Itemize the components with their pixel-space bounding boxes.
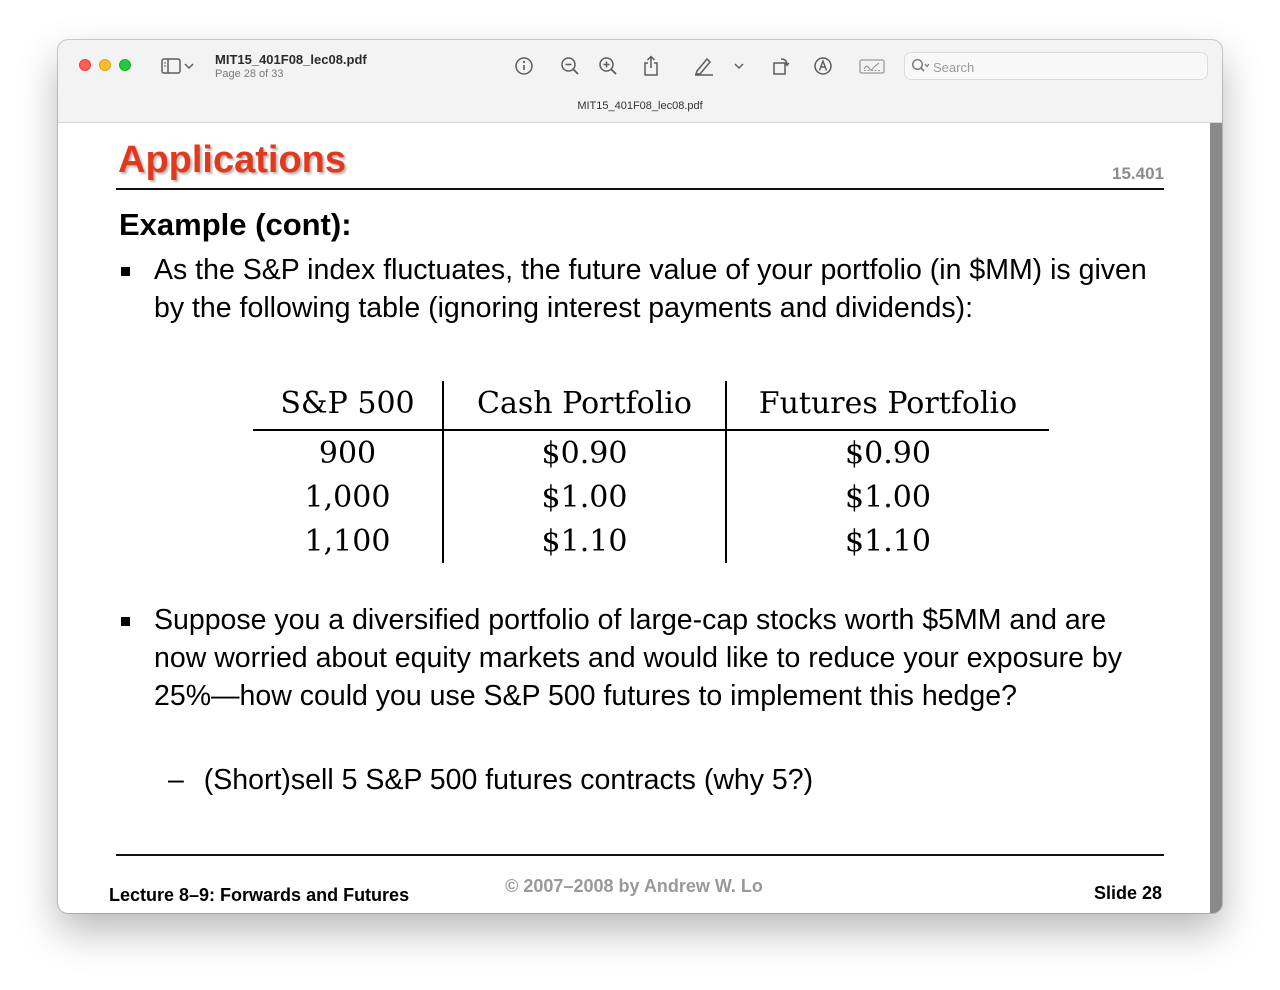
preview-window bbox=[58, 40, 1222, 913]
chevron-down-icon[interactable] bbox=[182, 54, 196, 78]
table-cell: $0.90 bbox=[845, 435, 931, 471]
bullet-marker bbox=[121, 617, 130, 626]
zoom-out-icon[interactable] bbox=[558, 54, 582, 78]
sub-bullet bbox=[168, 764, 813, 797]
table-row bbox=[253, 430, 1049, 475]
table-header-cell: Cash Portfolio bbox=[443, 381, 726, 430]
footer-rule bbox=[116, 854, 1164, 856]
footer-lecture: Lecture 8–9: Forwards and Futures bbox=[109, 885, 410, 905]
pdf-page bbox=[58, 123, 1210, 913]
table-cell: 1,000 bbox=[253, 475, 443, 519]
table-cell: $1.00 bbox=[443, 475, 726, 519]
document-title: MIT15_401F08_lec08.pdf bbox=[215, 52, 367, 67]
chevron-down-icon[interactable] bbox=[732, 54, 746, 78]
header-rule bbox=[116, 188, 1164, 190]
portfolio-table bbox=[253, 381, 1049, 563]
table-cell: $0.90 bbox=[443, 430, 726, 475]
highlight-icon[interactable] bbox=[692, 54, 716, 78]
table-cell: $1.00 bbox=[845, 479, 931, 515]
table-cell: $1.10 bbox=[845, 523, 931, 559]
bullet-marker bbox=[121, 267, 130, 276]
sub-bullet-text: (Short)sell 5 S&P 500 futures contracts (why 5?) bbox=[203, 764, 814, 796]
title-bar bbox=[58, 40, 1222, 123]
scrollbar[interactable] bbox=[1210, 123, 1222, 913]
markup-icon[interactable] bbox=[811, 54, 835, 78]
rotate-icon[interactable] bbox=[769, 54, 793, 78]
table-cell: $1.10 bbox=[443, 519, 726, 563]
table-row bbox=[253, 475, 1049, 519]
search-placeholder: Search bbox=[933, 60, 975, 75]
bullet-text-1: As the S&P index fluctuates, the future value of your portfolio (in $MM) is given by the following table (ignoring interest payments and dividends): bbox=[154, 254, 1147, 324]
zoom-button[interactable] bbox=[119, 59, 131, 71]
table-header-cell: Futures Portfolio bbox=[726, 381, 1049, 430]
page-indicator: Page 28 of 33 bbox=[215, 68, 284, 80]
sidebar-icon[interactable] bbox=[159, 54, 183, 78]
info-icon[interactable] bbox=[512, 54, 536, 78]
zoom-in-icon[interactable] bbox=[596, 54, 620, 78]
signature-icon[interactable] bbox=[858, 54, 888, 78]
table-header-cell: S&P 500 bbox=[253, 381, 443, 430]
close-button[interactable] bbox=[79, 59, 91, 71]
footer-slide-number: Slide 28 bbox=[1093, 883, 1162, 903]
bullet-text-2: Suppose you a diversified portfolio of large-cap stocks worth $5MM and are now worried about equity markets and would like to reduce your exposure by 25%—how could you use S&P 500 futures to implement this hedge? bbox=[154, 604, 1122, 712]
example-heading: Example (cont): bbox=[119, 207, 352, 242]
table-row bbox=[253, 519, 1049, 563]
search-field[interactable] bbox=[904, 52, 1208, 80]
slide-title: Applications bbox=[118, 139, 347, 181]
search-icon bbox=[911, 58, 931, 79]
share-icon[interactable] bbox=[639, 54, 663, 78]
sub-bullet-dash: – bbox=[168, 764, 184, 796]
tab-title: MIT15_401F08_lec08.pdf bbox=[577, 100, 703, 112]
minimize-button[interactable] bbox=[99, 59, 111, 71]
footer-copyright: © 2007–2008 by Andrew W. Lo bbox=[505, 876, 763, 896]
course-number: 15.401 bbox=[1112, 164, 1164, 183]
table-cell: 1,100 bbox=[253, 519, 443, 563]
table-header-row bbox=[253, 381, 1049, 430]
table-cell: 900 bbox=[253, 430, 443, 475]
